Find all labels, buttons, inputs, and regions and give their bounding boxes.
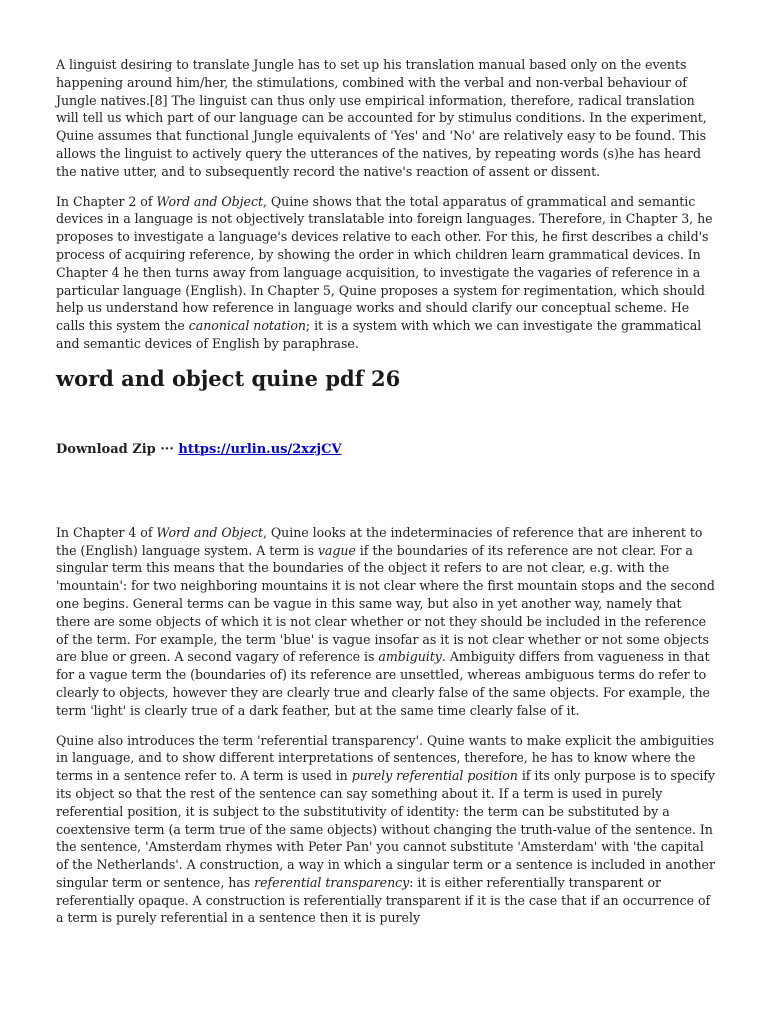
italic-text-segment: Word and Object	[156, 193, 263, 209]
text-segment: In Chapter 2 of	[56, 193, 157, 209]
text-segment: Quine also introduces the term 'referential transparency'. Quine wants to make explicit the ambiguities in language, and to show different interpretations of sentences, therefore, he has to know where the terms in a sentence refer to. A term is used in	[56, 732, 715, 784]
intro-paragraphs	[56, 56, 716, 353]
text-segment: if the boundaries of its reference are not clear. For a singular term this means that the boundaries of the object it refers to are not clear, e.g. with the 'mountain': for two neighboring mountains it is not clear where the first mountain stops and the second one begins. General terms can be vague in this same way, but also in yet another way, namely that there are some objects of which it is not clear whether or not they should be included in the reference of the term. For example, the term 'blue' is vague insofar as it is not clear whether or not some objects are blue or green. A second vagary of reference is	[56, 542, 715, 665]
paragraph-chapter-2	[56, 193, 716, 353]
text-segment: : it is either referentially transparent or referentially opaque. A construction is referentially transparent if it is the case that if an occurrence of a term is purely referential in a sentence then it is purely	[56, 874, 711, 926]
paragraph-radical-translation	[56, 56, 716, 181]
italic-text-segment: canonical notation	[188, 318, 306, 334]
text-segment: if its only purpose is to specify its object so that the rest of the sentence can say something about it. If a term is used in purely referential position, it is subject to the substitutivity of identity: the term can be substituted by a coextensive term (a term true of the same objects) without changing the truth-value of the sentence. In the sentence, 'Amsterdam rhymes with Peter Pan' you cannot substitute 'Amsterdam' with 'the capital of the Netherlands'. A construction, a way in which a singular term or a sentence is included in another singular term or sentence, has	[56, 768, 715, 890]
italic-text-segment: purely referential position	[351, 768, 518, 784]
italic-text-segment: Word and Object	[156, 524, 263, 540]
download-label: Download Zip ···	[56, 441, 174, 457]
text-segment: ; it is a system with which we can investigate the grammatical and semantic devices of English by paraphrase.	[56, 318, 702, 351]
text-segment: , Quine looks at the indeterminacies of reference that are inherent to the (English) language system. A term is	[56, 524, 703, 558]
blank-spacer	[56, 459, 716, 524]
document-page	[56, 56, 716, 939]
body-paragraphs	[56, 524, 716, 928]
paragraph-referential-transparency	[56, 732, 716, 928]
italic-text-segment: ambiguity	[378, 649, 442, 665]
text-segment: , Quine shows that the total apparatus of grammatical and semantic devices in a language is not objectively translatable into foreign languages. Therefore, in Chapter 3, he proposes to investigate a language's devices relative to each other. For this, he first describes a child's process of acquiring reference, by showing the order in which children learn grammatical devices. In Chapter 4 he then turns away from language acquisition, to investigate the vagaries of reference in a particular language (English). In Chapter 5, Quine proposes a system for regimentation, which should help us understand how reference in language works and should clarify our conceptual scheme. He calls this system the	[56, 193, 713, 334]
page-heading: word and object quine pdf 26	[56, 365, 401, 391]
paragraph-chapter-4	[56, 524, 716, 720]
text-segment: In Chapter 4 of	[56, 524, 157, 540]
text-segment: A linguist desiring to translate Jungle has to set up his translation manual based only on the events happening around him/her, the stimulations, combined with the verbal and non-verbal behaviour of Jungle natives.[8] The linguist can thus only use empirical information, therefore, radical translation will tell us which part of our language can be accounted for by stimulus conditions. In the experiment, Quine assumes that functional Jungle equivalents of 'Yes' and 'No' are relatively easy to be found. This allows the linguist to actively query the utterances of the natives, by repeating words (s)he has heard the native utter, and to subsequently record the native's reaction of assent or dissent.	[56, 57, 707, 179]
italic-text-segment: vague	[317, 542, 356, 558]
download-line	[56, 441, 716, 459]
download-link[interactable]: https://urlin.us/2xzjCV	[178, 441, 342, 457]
text-segment: . Ambiguity differs from vagueness in that for a vague term the (boundaries of) its reference are unsettled, whereas ambiguous terms do refer to clearly to objects, however they are clearly true and clearly false of the same objects. For example, the term 'light' is clearly true of a dark feather, but at the same time clearly false of it.	[56, 649, 710, 718]
italic-text-segment: referential transparency	[254, 874, 410, 890]
